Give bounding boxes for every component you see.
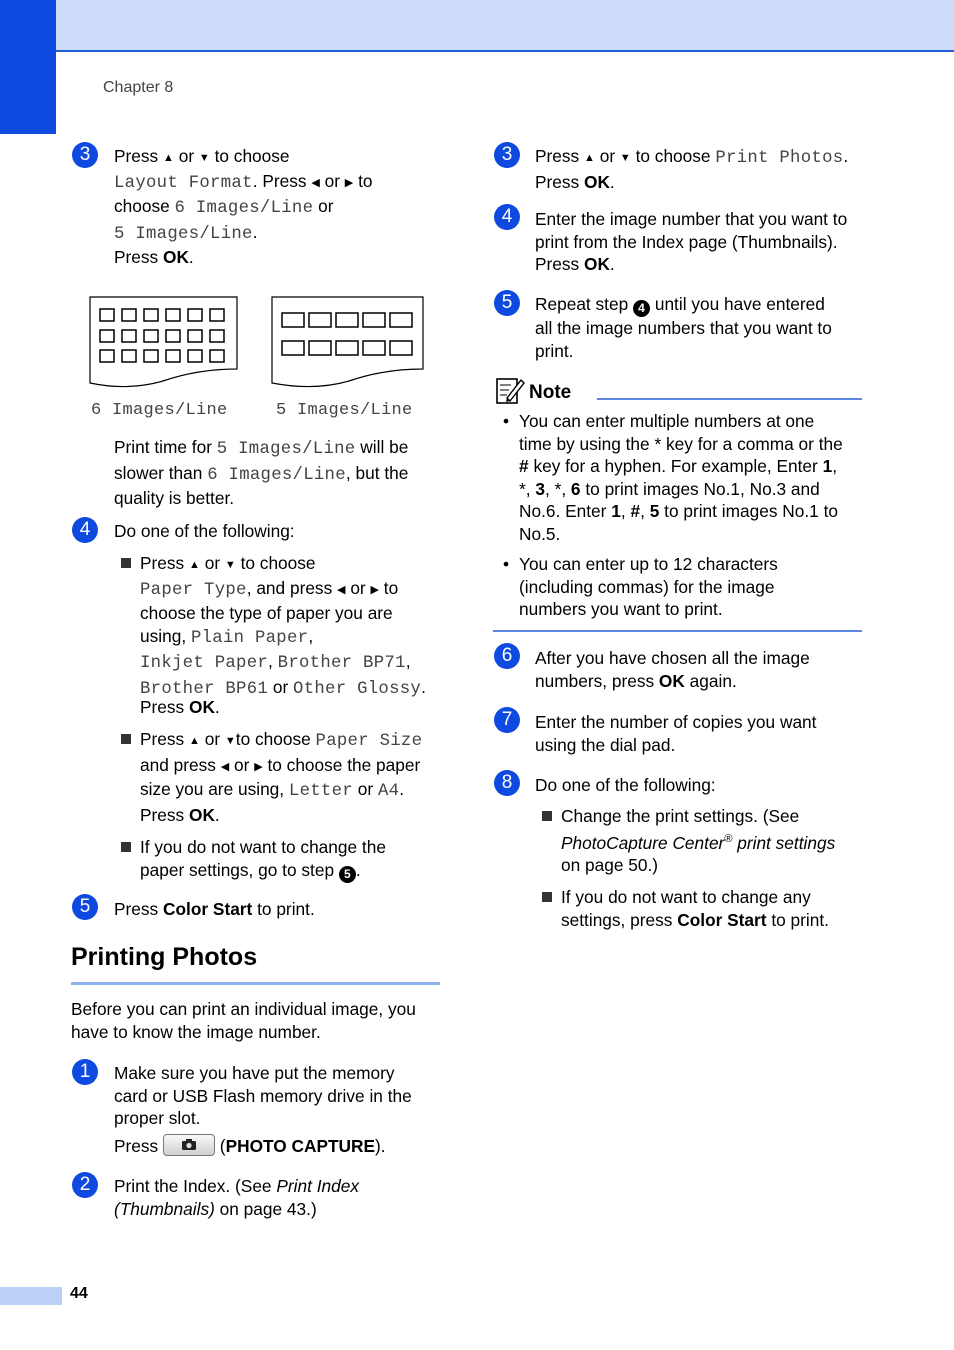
up-arrow-icon: ▲: [189, 559, 200, 571]
photo-step-3-text: Press ▲ or ▼ to choose Print Photos. Press OK.: [535, 146, 849, 192]
bullet-skip: If you do not want to change the paper settings, go to step 5 .: [140, 837, 386, 881]
step-4-text: Do one of the following:: [114, 521, 295, 541]
note-item-1: You can enter multiple numbers at one time by using the * key for a comma or the # key for a hyphen. For example, Enter 1, *, 3, *, 6 to print images No.1, No.3 and No.6. Enter 1, #, 5 to print images No.1 to No.5.: [519, 411, 843, 544]
note-bullet-dot: •: [503, 411, 510, 431]
note-rule: [597, 398, 862, 400]
camera-icon: [181, 1138, 197, 1151]
photo-step-8-text: Do one of the following:: [535, 775, 716, 795]
figure-label-6: 6 Images/Line: [91, 401, 228, 420]
step-3-text: Press ▲ or ▼ to choose Layout Format. Press ◀ or ▶ to choose 6 Images/Line or 5 Images/Line. Press OK.: [114, 146, 373, 267]
page-number: 44: [70, 1285, 88, 1302]
up-arrow-icon: ▲: [189, 735, 200, 747]
note-bullet-dot: •: [503, 554, 510, 574]
photo-step-number-5: 5: [494, 290, 520, 316]
step-ref-5: 5: [339, 866, 356, 883]
step-number-3: 3: [72, 142, 98, 168]
step-5-text: Press Color Start to print.: [114, 899, 315, 919]
bullet-paper-size-ok: Press OK.: [140, 805, 220, 825]
photo-step-7-text: Enter the number of copies you want using the dial pad.: [535, 712, 817, 755]
photo-step-2-text: Print the Index. (See Print Index (Thumbnails) on page 43.): [114, 1176, 359, 1219]
note-title: Note: [529, 382, 572, 403]
left-column: [0, 0, 470, 1350]
right-arrow-icon: ▶: [344, 176, 354, 189]
bullet-square: [121, 734, 131, 744]
up-arrow-icon: ▲: [584, 152, 595, 164]
section-intro: Before you can print an individual image, you have to know the image number.: [71, 999, 416, 1042]
star-key-icon: *: [519, 478, 526, 499]
up-arrow-icon: ▲: [163, 152, 174, 164]
photo-step-number-7: 7: [494, 707, 520, 733]
heading-rule: [71, 982, 440, 985]
photo-step-1-text: Make sure you have put the memory card or USB Flash memory drive in the proper slot.: [114, 1063, 412, 1128]
down-arrow-icon: ▼: [224, 735, 236, 747]
bullet-no-change: If you do not want to change any settings, press Color Start to print.: [561, 887, 829, 930]
note-item-2: You can enter up to 12 characters (including commas) for the image numbers you want to print.: [519, 554, 778, 619]
layout-figure: [88, 295, 428, 395]
figure-label-5: 5 Images/Line: [276, 401, 413, 420]
right-arrow-icon: ▶: [370, 583, 379, 596]
photo-step-number-1: 1: [72, 1059, 98, 1085]
photo-capture-line: Press (PHOTO CAPTURE).: [114, 1136, 386, 1156]
left-arrow-icon: ◀: [220, 760, 230, 773]
photo-step-number-3: 3: [494, 142, 520, 168]
star-key-icon: *: [554, 478, 562, 499]
bullet-square: [542, 811, 552, 821]
footer-band: [0, 1287, 62, 1305]
step-ref-4: 4: [633, 300, 650, 317]
bullet-paper-size: Press ▲ or ▼to choose Paper Size and press ◀ or ▶ to choose the paper size you are using, Letter or A4.: [140, 729, 423, 801]
left-arrow-icon: ◀: [337, 583, 346, 596]
photo-step-4-text: Enter the image number that you want to print from the Index page (Thumbnails). Press OK.: [535, 209, 848, 274]
down-arrow-icon: ▼: [224, 559, 236, 571]
down-arrow-icon: ▼: [198, 152, 210, 164]
chapter-label: Chapter 8: [103, 79, 174, 96]
photo-step-number-4: 4: [494, 204, 520, 230]
photo-step-5-text: Repeat step 4 until you have entered all the image numbers that you want to print.: [535, 294, 832, 361]
step-number-4: 4: [72, 517, 98, 543]
photo-capture-button: [163, 1134, 215, 1156]
bullet-square: [121, 558, 131, 568]
bullet-paper-type-ok: Press OK.: [140, 697, 220, 717]
photo-step-number-2: 2: [72, 1172, 98, 1198]
bullet-square: [121, 842, 131, 852]
bullet-square: [542, 892, 552, 902]
photo-step-number-8: 8: [494, 770, 520, 796]
star-key-icon: *: [654, 433, 662, 454]
six-per-line-page: [90, 297, 237, 387]
photo-step-number-6: 6: [494, 643, 520, 669]
right-column: [470, 0, 954, 1350]
right-arrow-icon: ▶: [254, 760, 263, 773]
photo-step-6-text: After you have chosen all the image numbers, press OK again.: [535, 648, 810, 691]
print-time-note: Print time for 5 Images/Line will be slower than 6 Images/Line, but the quality is better.: [114, 437, 409, 508]
down-arrow-icon: ▼: [619, 152, 631, 164]
step-number-5: 5: [72, 894, 98, 920]
left-arrow-icon: ◀: [311, 176, 320, 189]
note-end-rule: [493, 630, 862, 632]
section-heading: Printing Photos: [71, 943, 258, 971]
five-per-line-page: [272, 297, 423, 387]
bullet-change-settings: Change the print settings. (See PhotoCapture Center® print settings on page 50.): [561, 806, 836, 875]
note-icon: [495, 376, 525, 406]
bullet-paper-type: Press ▲ or ▼ to choose Paper Type, and press ◀ or ▶ to choose the type of paper you are using, Plain Paper, Inkjet Paper, Brother BP71, Brother BP61 or Other Glossy.: [140, 553, 426, 699]
